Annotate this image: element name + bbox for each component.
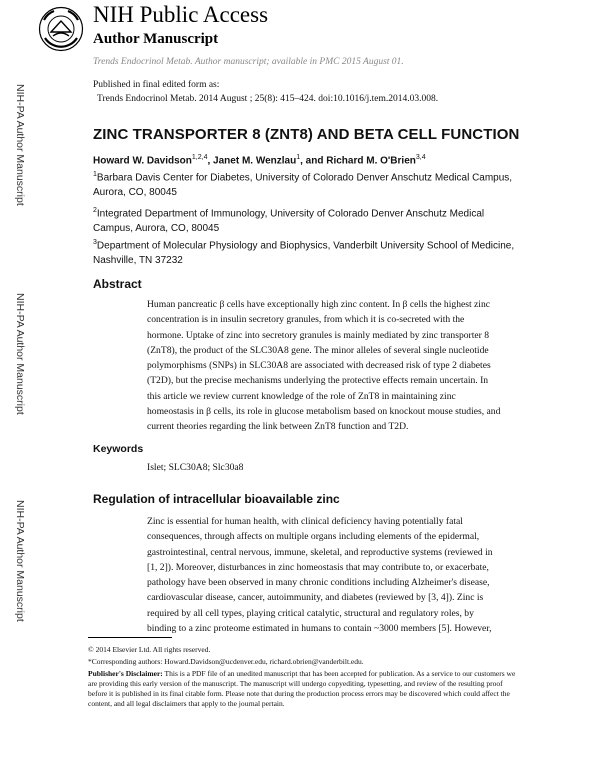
affiliation-text: Barbara Davis Center for Diabetes, University of Colorado Denver Anschutz Medical Campus, Aurora, CO, 80045 [93,172,513,199]
copyright-note: © 2014 Elsevier Ltd. All rights reserved. [88,645,211,654]
author-list: Howard W. Davidson$^{1,2,4}$, Janet M. Wenzlau$^1$, and Richard M. O'Brien$^{3,4}$ [93,154,426,167]
sidebar-label-1: NIH-PA Author Manuscript [14,84,26,206]
header-subtitle: Author Manuscript [93,31,219,47]
author-affil-sup: 3,4 [415,154,426,161]
affiliation-sup: 3 [93,239,97,246]
affiliation-text: Department of Molecular Physiology and Biophysics, Vanderbilt University School of Medicine, Nashville, TN 37232 [93,240,515,267]
article-title: ZINC TRANSPORTER 8 (ZNT8) AND BETA CELL FUNCTION [93,126,520,143]
author-name: Richard M. O'Brien [326,155,416,167]
footnote-rule [88,637,172,638]
disclaimer-label: Publisher's Disclaimer: [88,669,163,678]
nih-logo [38,6,84,52]
abstract-heading: Abstract [93,277,142,291]
affiliation-text: Integrated Department of Immunology, University of Colorado Denver Anschutz Medical Campus, Aurora, CO, 80045 [93,208,485,235]
keywords-text: Islet; SLC30A8; Slc30a8 [147,462,244,473]
affiliation [93,203,523,236]
header-journal-line: Trends Endocrinol Metab. Author manuscript; available in PMC 2015 August 01. [93,57,404,67]
affiliation [93,235,523,268]
abstract-text: Human pancreatic β cells have exceptionally high zinc content. In β cells the highest zinc concentration is in insulin secretory granules, from which it is co-secreted with the hormone. Uptake of zinc into secretory granules is mainly mediated by zinc transporter 8 (ZnT8), the product of the SLC30A8 gene. The minor alleles of several single nucleotide polymorphisms (SNPs) in SLC30A8 are associated with decreased risk of type 2 diabetes (T2D), but the precise mechanisms underlying the protective effects remain uncertain. In this article we review current knowledge of the role of ZnT8 in maintaining zinc homeostasis in β cells, its role in glucose metabolism based on knockout mouse studies, and current theories regarding the link between ZnT8 function and T2D. [147,299,501,433]
author-affil-sup: 1,2,4 [191,154,208,161]
corresponding-note: *Corresponding authors: Howard.Davidson@ucdenver.edu, richard.obrien@vanderbilt.edu. [88,657,364,666]
sidebar-label-3: NIH-PA Author Manuscript [14,500,26,622]
author-affil-sup: 1 [296,154,301,161]
keywords-heading: Keywords [93,443,144,455]
publication-info [93,78,438,106]
author-name: Howard W. Davidson [93,155,192,167]
affiliation-sup: 2 [93,207,97,214]
section-heading: Regulation of intracellular bioavailable zinc [93,492,340,506]
publisher-disclaimer [88,669,518,709]
sidebar-label-2: NIH-PA Author Manuscript [14,293,26,415]
affiliation [93,167,523,200]
affiliation-sup: 1 [93,171,97,178]
section-text: Zinc is essential for human health, with clinical deficiency having potentially fatal consequences, through affects on multiple organs including elements of the epidermal, gastrointestinal, central nervous, immune, skeletal, and reproductive systems (reviewed in [1, 2]). Moreover, disturbances in zinc homeostasis that may contribute to, or exacerbate, pathology have been observed in many chronic conditions including Alzheimer's disease, cardiovascular disease, cancer, autoimmunity, and diabetes (reviewed by [3, 4]). Zinc is required by all cell types, playing critical catalytic, structural and regulatory roles, by binding to a zinc proteome estimated in humans to contain ~3000 members [5]. However, [147,516,493,635]
citation: Trends Endocrinol Metab. 2014 August ; 25(8): 415–424. doi:10.1016/j.tem.2014.03.008. [97,94,439,104]
disclaimer-text: This is a PDF file of an unedited manuscript that has been accepted for publication. As a service to our customers we are providing this early version of the manuscript. The manuscript will undergo copyediting, typesetting, and review of the resulting proof before it is published in its final citable form. Please note that during the production process errors may be discovered which could affect the content, and all legal disclaimers that apply to the journal pertain. [88,669,516,708]
author-name: Janet M. Wenzlau [213,155,297,167]
published-label: Published in final edited form as: [93,80,220,90]
header-title: NIH Public Access [93,2,269,27]
